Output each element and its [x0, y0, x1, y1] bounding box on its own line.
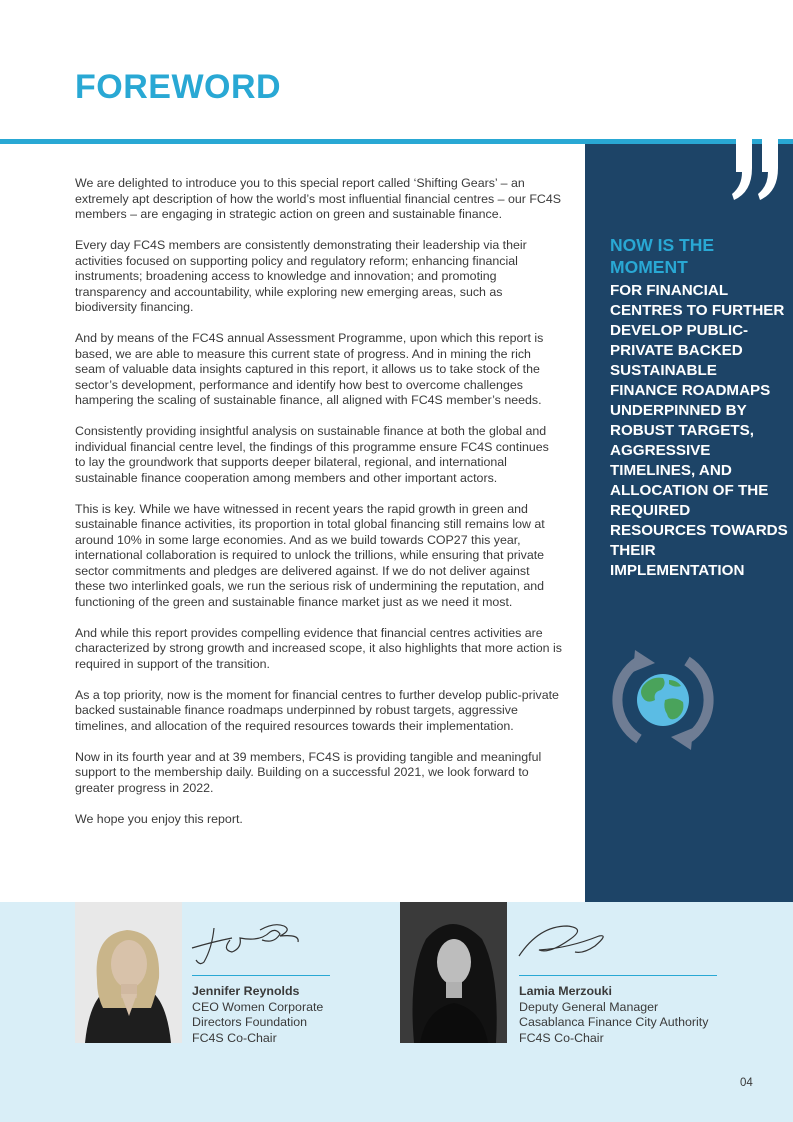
signatory-title: Casablanca Finance City Authority — [519, 1015, 709, 1029]
signatory-name: Jennifer Reynolds — [192, 984, 300, 998]
callout-headline: NOW IS THE MOMENT — [610, 235, 715, 277]
callout-text — [610, 234, 788, 581]
paragraph: Now in its fourth year and at 39 members, FC4S is providing tangible and meaningful support to the membership daily. Building on a successful 2021, we look forward to greater progress in 2022. — [75, 749, 542, 795]
foreword-body — [75, 176, 562, 843]
signatory-title: CEO Women Corporate — [192, 999, 324, 1014]
signature-mark — [515, 918, 625, 968]
paragraph: Every day FC4S members are consistently demonstrating their leadership via their activities focused on supporting policy and regulatory reform; enhancing financial instruments; broadening access to knowledge and innovation; and promoting transparency and accountability, while exploring new emerging areas, such as biodiversity financing. — [75, 238, 527, 314]
signatory-title: FC4S Co-Chair — [519, 1030, 604, 1045]
paragraph: This is key. While we have witnessed in recent years the rapid growth in green and sustainable finance activities, its proportion in total global financing still remains low at around 10% in some large economies. And as we build towards COP27 this year, international collaboration is required to unlock the trillions, while ensuring that private sector commitments and pledges are delivered against. If we do not deliver against these two interlinked goals, we run the serious risk of undermining the reputation, and functioning of the green and sustainable finance market just as we need it most. — [75, 501, 545, 609]
paragraph: Consistently providing insightful analysis on sustainable finance at both the global and individual financial centre level, the findings of this programme ensure FC4S continues to lay the groundwork that supports deeper bilateral, regional, and international sustainable finance cooperation among members and other important actors. — [75, 424, 549, 485]
quote-mark-icon — [732, 138, 782, 208]
globe-cycle-icon — [607, 644, 719, 756]
signatory-name: Lamia Merzouki — [519, 984, 612, 998]
paragraph: We hope you enjoy this report. — [75, 811, 243, 826]
paragraph: We are delighted to introduce you to this special report called ‘Shifting Gears’ – an extremely apt description of how the world’s most influential financial centres – our FC4S members – are engaging in strategic action on green and sustainable finance. — [75, 176, 561, 221]
signature-mark — [190, 918, 300, 968]
paragraph: And by means of the FC4S annual Assessment Programme, upon which this report is based, we are able to measure this current state of progress. And in mining the rich seam of valuable data insights captured in this report, it allows us to take stock of the sector’s development, performance and identify how best to overcome challenges hampering the scaling of sustainable finance, all aligned with FC4S member’s needs. — [75, 331, 544, 407]
signatory-title: Directors Foundation — [192, 1015, 308, 1029]
page-number: 04 — [740, 1077, 753, 1089]
callout-body: FOR FINANCIAL CENTRES TO FURTHER DEVELOP PUBLIC-PRIVATE BACKED SUSTAINABLE FINANCE ROADMAPS UNDERPINNED BY ROBUST TARGETS, AGGRESSIVE TIMELINES, AND ALLOCATION OF THE REQUIRED RESOURCES TOWARDS THEIR IMPLEMENTATION — [610, 282, 788, 579]
signature-rule — [519, 975, 717, 976]
paragraph: And while this report provides compelling evidence that financial centres activities are characterized by strong growth and increased scope, it also highlights that more action is required in support of the transition. — [75, 625, 562, 671]
portrait-photo — [75, 902, 182, 1043]
signatory-details — [192, 984, 323, 1046]
signature-rule — [192, 975, 330, 976]
signatory-title: Deputy General Manager — [519, 999, 659, 1014]
signatory-details — [519, 984, 708, 1046]
signatory-title: FC4S Co-Chair — [192, 1030, 277, 1045]
portrait-photo — [400, 902, 507, 1043]
page-title: FOREWORD — [75, 68, 282, 106]
pull-quote-sidebar — [585, 144, 793, 902]
paragraph: As a top priority, now is the moment for financial centres to further develop public-private backed sustainable finance roadmaps underpinned by robust targets, aggressive timelines, and allocation of the required resources towards their implementation. — [75, 687, 559, 733]
